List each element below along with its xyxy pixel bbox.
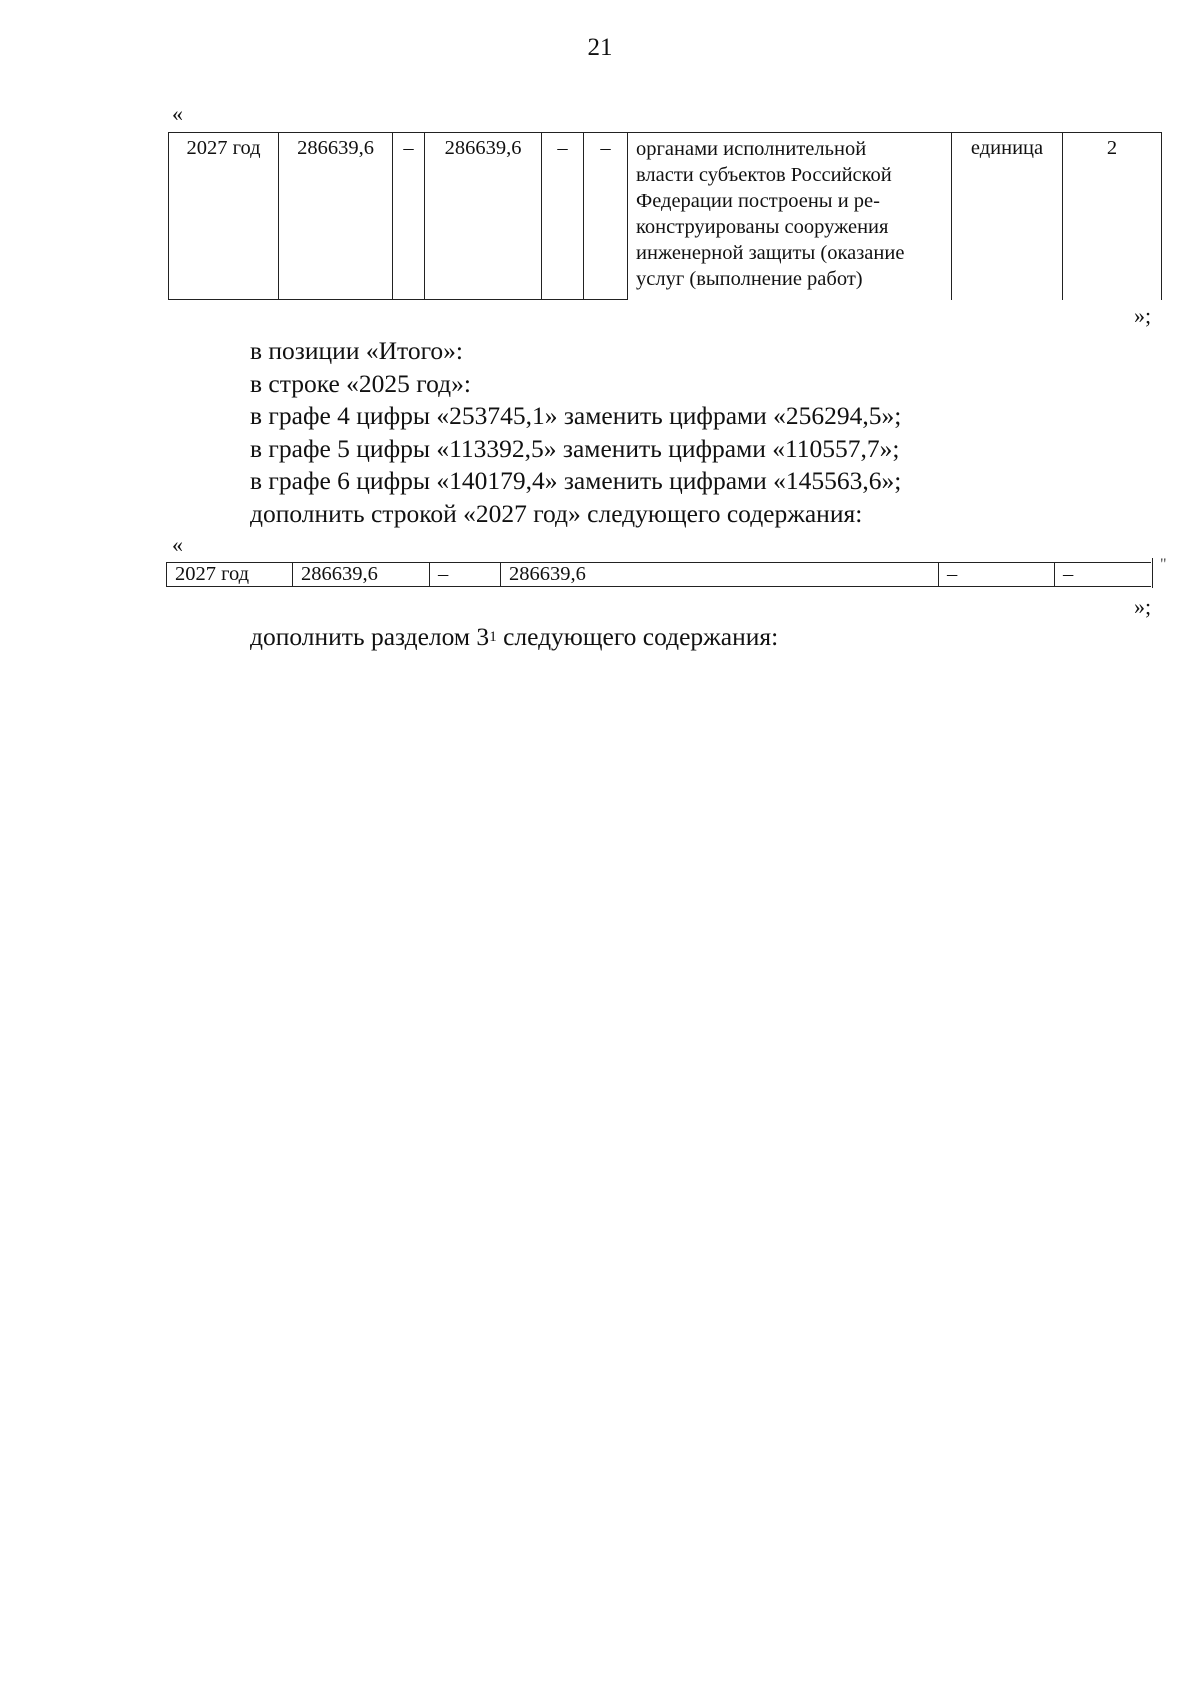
text-line: в графе 5 цифры «113392,5» заменить цифрами «110557,7»; xyxy=(250,433,900,463)
cell-col5: – xyxy=(542,133,584,300)
section-addition-line xyxy=(250,622,778,652)
open-quote: « xyxy=(172,532,183,557)
page-number: 21 xyxy=(587,34,613,61)
cell-value: 2 xyxy=(1063,133,1162,300)
cell-col2: 286639,6 xyxy=(279,133,393,300)
section-text-before: дополнить разделом 3 xyxy=(250,622,490,651)
cell-col6: – xyxy=(584,133,628,300)
cell-year: 2027 год xyxy=(167,563,293,587)
cell-col3: – xyxy=(393,133,425,300)
table-row xyxy=(169,133,1162,300)
description-line: конструированы сооружения xyxy=(636,216,889,238)
close-quote: »; xyxy=(1134,303,1152,328)
cell-col4: 286639,6 xyxy=(425,133,542,300)
text-line: в строке «2025 год»: xyxy=(250,368,471,398)
trailing-mark: " xyxy=(1160,556,1167,573)
table-row-2027-total xyxy=(166,562,1151,587)
open-quote: « xyxy=(172,101,183,126)
text-line: в графе 6 цифры «140179,4» заменить цифрами «145563,6»; xyxy=(250,466,902,495)
cell-col2: 286639,6 xyxy=(293,563,430,587)
cell-description xyxy=(628,133,952,300)
description-line: Федерации построены и ре- xyxy=(636,190,880,212)
cell-col5: – xyxy=(939,563,1055,587)
table-row xyxy=(167,563,1151,587)
table-fragment-2027 xyxy=(168,132,1162,300)
table-edge-line xyxy=(1152,558,1153,588)
cell-col4: 286639,6 xyxy=(501,563,939,587)
cell-col6: – xyxy=(1055,563,1151,587)
instruction-text xyxy=(250,335,901,530)
text-line: в графе 4 цифры «253745,1» заменить цифрами «256294,5»; xyxy=(250,401,902,430)
cell-unit: единица xyxy=(952,133,1063,300)
close-quote: »; xyxy=(1134,594,1152,619)
section-superscript: 1 xyxy=(489,629,497,645)
description-line: услуг (выполнение работ) xyxy=(636,268,863,290)
description-line: инженерной защиты (оказание xyxy=(636,242,905,264)
description-line: власти субъектов Российской xyxy=(636,164,892,186)
text-line: дополнить строкой «2027 год» следующего содержания: xyxy=(250,498,863,528)
cell-year: 2027 год xyxy=(169,133,279,300)
cell-col3: – xyxy=(430,563,501,587)
section-text-after: следующего содержания: xyxy=(496,622,779,651)
text-line: в позиции «Итого»: xyxy=(250,336,463,365)
description-line: органами исполнительной xyxy=(636,138,867,160)
